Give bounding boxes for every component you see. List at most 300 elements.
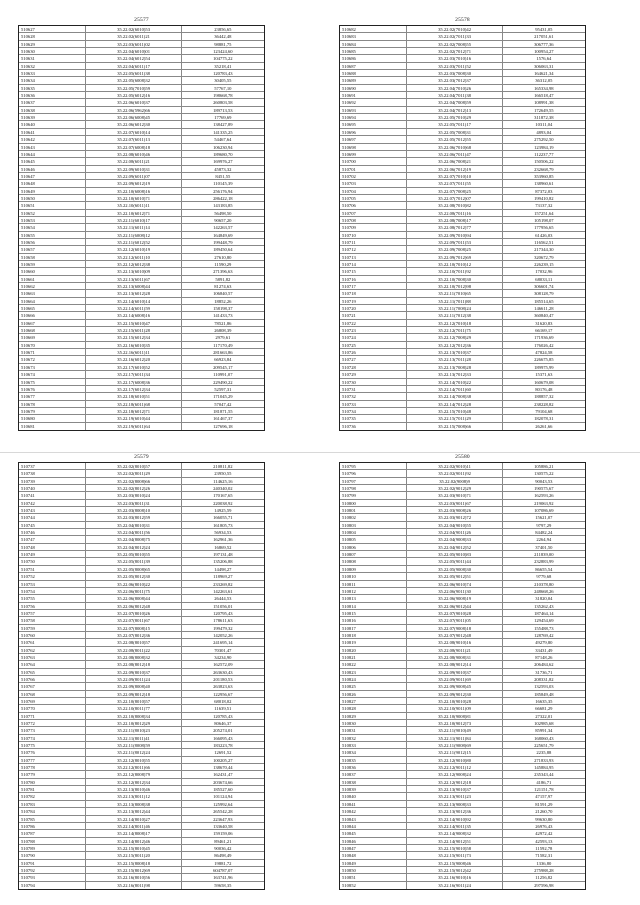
table-row xyxy=(340,801,585,808)
parcel-number: 35.22.05(9012)51 xyxy=(407,573,502,579)
table-row xyxy=(19,779,264,786)
table-row xyxy=(19,26,264,33)
parcel-number: 35.22.09(8012)18 xyxy=(86,691,181,697)
amount: 226675,85 xyxy=(534,357,554,363)
amount: 138960,61 xyxy=(534,181,554,187)
parcel-number: 35.22.11(7008)24 xyxy=(407,305,502,311)
amount: 23950,55 xyxy=(214,471,232,477)
parcel-number: 35.22.04(6012)54 xyxy=(86,55,181,61)
table-row xyxy=(19,757,264,764)
amount: 189713,53 xyxy=(213,107,233,113)
row-id: 510780 xyxy=(19,779,86,785)
row-id: 510811 xyxy=(340,581,407,587)
table-row xyxy=(19,195,264,202)
row-id: 510787 xyxy=(19,830,86,836)
amount: 30405,55 xyxy=(214,78,232,84)
row-id: 510822 xyxy=(340,661,407,667)
table-row xyxy=(19,676,264,683)
amount: 100954,27 xyxy=(534,49,554,55)
table-row xyxy=(19,764,264,771)
amount: 171045,29 xyxy=(213,394,233,400)
parcel-number: 35.22.15(6010)47 xyxy=(86,320,181,326)
table-row xyxy=(340,603,585,610)
row-id: 510637 xyxy=(19,99,86,105)
row-id: 510672 xyxy=(19,356,86,362)
row-id: 510779 xyxy=(19,771,86,777)
table-row xyxy=(19,882,264,889)
table-row xyxy=(19,683,264,690)
row-id: 510763 xyxy=(19,654,86,660)
parcel-number: 35.22.12(9011)12 xyxy=(407,764,502,770)
parcel-number: 35.22.05(7010)59 xyxy=(86,85,181,91)
table-row xyxy=(340,268,585,275)
amount: 311872,38 xyxy=(534,115,554,121)
parcel-number: 35.22.12(6011)10 xyxy=(86,254,181,260)
table-row xyxy=(19,581,264,588)
amount: 11639,51 xyxy=(214,706,232,712)
table-row xyxy=(19,852,264,859)
table-row xyxy=(340,276,585,283)
amount: 80646,37 xyxy=(214,721,232,727)
parcel-number: 35.22.04(9010)55 xyxy=(407,522,502,528)
parcel-number: 35.22.02(9012)29 xyxy=(407,485,502,491)
amount: 59658,35 xyxy=(214,882,232,888)
amount: 57767,10 xyxy=(214,85,232,91)
row-id: 510781 xyxy=(19,786,86,792)
row-id: 510730 xyxy=(340,379,407,385)
table-row xyxy=(19,470,264,477)
amount: 241695,14 xyxy=(213,640,233,646)
row-id: 510713 xyxy=(340,254,407,260)
table-row xyxy=(19,771,264,778)
table-row xyxy=(19,290,264,297)
row-id: 510845 xyxy=(340,830,407,836)
parcel-number: 35.22.08(8008)32 xyxy=(86,654,181,660)
amount: 34234,90 xyxy=(214,654,232,660)
table-row xyxy=(19,268,264,275)
row-id: 510817 xyxy=(340,625,407,631)
parcel-number: 35.22.15(7010)48 xyxy=(407,408,502,414)
amount: 85991,34 xyxy=(535,728,553,734)
table-row xyxy=(340,408,585,415)
parcel-number: 35.22.05(7011)17 xyxy=(407,121,502,127)
amount: 185514,65 xyxy=(534,298,554,304)
amount: 171936,69 xyxy=(534,335,554,341)
table-row xyxy=(19,85,264,92)
row-id: 510723 xyxy=(340,327,407,333)
parcel-number: 35.22.04(6011)17 xyxy=(86,63,181,69)
amount: 112237,77 xyxy=(534,151,554,157)
table-row xyxy=(19,625,264,632)
table-row xyxy=(19,210,264,217)
sheet-number: 25580 xyxy=(455,454,470,460)
parcel-number: 35.22.10(9010)28 xyxy=(407,698,502,704)
amount: 17032,96 xyxy=(535,269,553,275)
parcel-number: 35.22.15(7008)66 xyxy=(407,423,502,430)
parcel-number: 35.22.06(7012)19 xyxy=(407,166,502,172)
amount: 187464,14 xyxy=(534,610,554,616)
amount: 84482,24 xyxy=(535,530,553,536)
amount: 219063,92 xyxy=(534,500,554,506)
table-row xyxy=(340,882,585,889)
row-id: 510658 xyxy=(19,254,86,260)
row-id: 510705 xyxy=(340,195,407,201)
table-row xyxy=(340,136,585,143)
row-id: 510746 xyxy=(19,529,86,535)
parcel-number: 35.22.15(6011)28 xyxy=(86,327,181,333)
table-row xyxy=(19,698,264,705)
amount: 26444,53 xyxy=(214,596,232,602)
amount: 229490,22 xyxy=(213,379,233,385)
amount: 210378,80 xyxy=(534,581,554,587)
table-row xyxy=(19,371,264,378)
row-id: 510707 xyxy=(340,210,407,216)
row-id: 510714 xyxy=(340,261,407,267)
parcel-number: 35.22.05(8010)55 xyxy=(86,551,181,557)
parcel-number: 35.22.19(6010)44 xyxy=(86,415,181,421)
amount: 14925,59 xyxy=(214,508,232,514)
amount: 165334,98 xyxy=(534,85,554,91)
amount: 9779,68 xyxy=(536,574,552,580)
table-row xyxy=(340,99,585,106)
table-row xyxy=(19,334,264,341)
row-id: 510646 xyxy=(19,166,86,172)
parcel-number: 35.22.06(9011)30 xyxy=(407,588,502,594)
row-id: 510812 xyxy=(340,588,407,594)
amount: 79104,68 xyxy=(535,408,553,414)
parcel-number: 35.22.11(9012)15 xyxy=(407,749,502,755)
parcel-number: 35.22.13(6010)09 xyxy=(86,268,181,274)
sheet-number: 25579 xyxy=(134,454,149,460)
data-table xyxy=(339,462,586,890)
amount: 86655,54 xyxy=(535,566,553,572)
data-table xyxy=(18,25,265,431)
amount: 110145,39 xyxy=(213,181,233,187)
table-row xyxy=(340,415,585,422)
table-row xyxy=(19,224,264,231)
amount: 90657,20 xyxy=(214,217,232,223)
table-row xyxy=(340,845,585,852)
row-id: 510761 xyxy=(19,639,86,645)
table-row xyxy=(19,129,264,136)
parcel-number: 35.22.07(6010)14 xyxy=(86,129,181,135)
amount: 26808,39 xyxy=(214,328,232,334)
parcel-number: 35.22.10(7010)12 xyxy=(407,261,502,267)
row-id: 510735 xyxy=(340,415,407,421)
table-row xyxy=(19,727,264,734)
parcel-number: 35.22.14(8010)27 xyxy=(86,816,181,822)
parcel-number: 35.22.04(8012)24 xyxy=(86,544,181,550)
row-id: 510656 xyxy=(19,239,86,245)
row-id: 510721 xyxy=(340,312,407,318)
amount: 89461,21 xyxy=(214,838,232,844)
amount: 308128,79 xyxy=(534,291,554,297)
parcel-number: 35.22.07(9010)28 xyxy=(407,610,502,616)
table-row xyxy=(19,566,264,573)
parcel-number: 35.22.11(6011)14 xyxy=(86,224,181,230)
table-row xyxy=(340,654,585,661)
parcel-number: 35.22.14(9008)32 xyxy=(407,830,502,836)
table-row xyxy=(19,595,264,602)
table-row xyxy=(19,735,264,742)
table-row xyxy=(19,500,264,507)
table-row xyxy=(340,581,585,588)
amount: 306601,74 xyxy=(534,284,554,290)
table-row xyxy=(19,845,264,852)
row-id: 510788 xyxy=(19,838,86,844)
parcel-number: 35.22.05(8008)65 xyxy=(86,566,181,572)
row-id: 510830 xyxy=(340,720,407,726)
amount: 90036,42 xyxy=(214,845,232,851)
parcel-number: 35.22.06(8011)75 xyxy=(86,588,181,594)
row-id: 510769 xyxy=(19,698,86,704)
row-id: 510796 xyxy=(340,470,407,476)
row-id: 510652 xyxy=(19,210,86,216)
row-id: 510803 xyxy=(340,522,407,528)
parcel-number: 35.22.08(8011)22 xyxy=(86,647,181,653)
parcel-number: 35.22.03(9008)26 xyxy=(407,507,502,513)
parcel-number: 35.22.09(9011)69 xyxy=(407,676,502,682)
amount: 107086,69 xyxy=(534,508,554,514)
row-id: 510756 xyxy=(19,603,86,609)
table-row xyxy=(19,401,264,408)
row-id: 510696 xyxy=(340,129,407,135)
amount: 189680,70 xyxy=(213,151,233,157)
row-id: 510719 xyxy=(340,298,407,304)
amount: 14498,27 xyxy=(214,566,232,572)
row-id: 510662 xyxy=(19,283,86,289)
parcel-number: 35.22.11(8012)24 xyxy=(86,749,181,755)
table-row xyxy=(19,874,264,881)
parcel-number: 35.22.14(7010)22 xyxy=(407,379,502,385)
row-id: 510809 xyxy=(340,566,407,572)
row-id: 510694 xyxy=(340,114,407,120)
row-id: 510806 xyxy=(340,544,407,550)
row-id: 510645 xyxy=(19,158,86,164)
table-row xyxy=(19,254,264,261)
table-row xyxy=(340,500,585,507)
table-row xyxy=(340,151,585,158)
amount: 211839,00 xyxy=(534,552,554,558)
row-id: 510702 xyxy=(340,173,407,179)
amount: 123424,60 xyxy=(213,49,233,55)
amount: 240340,02 xyxy=(213,486,233,492)
parcel-number: 35.22.05(9010)83 xyxy=(407,551,502,557)
parcel-number: 35.22.03(7008)30 xyxy=(407,70,502,76)
amount: 2235,88 xyxy=(536,750,552,756)
amount: 121151,78 xyxy=(534,787,554,793)
row-id: 510810 xyxy=(340,573,407,579)
amount: 353960,85 xyxy=(534,173,554,179)
row-id: 510629 xyxy=(19,41,86,47)
parcel-number: 35.22.03(7011)52 xyxy=(407,63,502,69)
amount: 114625,16 xyxy=(213,478,233,484)
table-row xyxy=(340,327,585,334)
sheet-number: 25577 xyxy=(134,17,149,23)
row-id: 510685 xyxy=(340,48,407,54)
row-id: 510793 xyxy=(19,874,86,880)
row-id: 510814 xyxy=(340,603,407,609)
parcel-number: 35.22.07(8008)15 xyxy=(86,625,181,631)
table-row xyxy=(19,232,264,239)
table-row xyxy=(19,786,264,793)
table-row xyxy=(340,195,585,202)
amount: 260803,58 xyxy=(213,100,233,106)
amount: 168060,43 xyxy=(534,735,554,741)
amount: 78521,86 xyxy=(214,320,232,326)
row-id: 510831 xyxy=(340,727,407,733)
table-row xyxy=(19,393,264,400)
parcel-number: 35.22.06(7011)47 xyxy=(407,151,502,157)
amount: 8451,55 xyxy=(215,173,231,179)
parcel-number: 35.22.14(8012)46 xyxy=(86,838,181,844)
row-id: 510641 xyxy=(19,129,86,135)
table-row xyxy=(19,63,264,70)
table-row xyxy=(340,529,585,536)
amount: 56934,53 xyxy=(214,530,232,536)
table-row xyxy=(340,70,585,77)
row-id: 510736 xyxy=(340,423,407,430)
amount: 160679,08 xyxy=(534,379,554,385)
parcel-number: 35.22.05(7010)29 xyxy=(407,114,502,120)
parcel-number: 35.22.18(6012)71 xyxy=(86,408,181,414)
table-row xyxy=(340,261,585,268)
amount: 161467,37 xyxy=(213,416,233,422)
amount: 265542,28 xyxy=(213,809,233,815)
row-id: 510726 xyxy=(340,349,407,355)
table-row xyxy=(340,254,585,261)
parcel-number: 35.22.12(8010)55 xyxy=(86,757,181,763)
parcel-number: 35.22.14(9010)92 xyxy=(407,816,502,822)
table-row xyxy=(19,860,264,867)
amount: 189450,64 xyxy=(213,247,233,253)
amount: 87148,26 xyxy=(535,654,553,660)
parcel-number: 35.22.07(9008)18 xyxy=(407,625,502,631)
row-id: 510699 xyxy=(340,151,407,157)
parcel-number: 35.22.08(9010)16 xyxy=(407,639,502,645)
amount: 205274,01 xyxy=(213,728,233,734)
table-row xyxy=(340,55,585,62)
row-id: 510651 xyxy=(19,202,86,208)
table-row xyxy=(340,144,585,151)
parcel-number: 35.22.11(6008)12 xyxy=(86,232,181,238)
parcel-number: 35.22.03(8010)24 xyxy=(86,492,181,498)
parcel-number: 35.22.19(6011)64 xyxy=(86,423,181,430)
table-row xyxy=(340,121,585,128)
parcel-number: 35.22.06(9008)19 xyxy=(407,595,502,601)
row-id: 510752 xyxy=(19,573,86,579)
amount: 604787,07 xyxy=(213,867,233,873)
row-id: 510709 xyxy=(340,224,407,230)
parcel-number: 35.22.08(6011)21 xyxy=(86,158,181,164)
row-id: 510679 xyxy=(19,408,86,414)
row-id: 510737 xyxy=(19,463,86,469)
row-id: 510725 xyxy=(340,342,407,348)
table-row xyxy=(19,70,264,77)
table-row xyxy=(340,364,585,371)
row-id: 510773 xyxy=(19,727,86,733)
row-id: 510717 xyxy=(340,283,407,289)
parcel-number: 35.22.09(9010)37 xyxy=(407,669,502,675)
table-row xyxy=(340,573,585,580)
amount: 162961,36 xyxy=(213,537,233,543)
parcel-number: 35.22.02(9008)9 xyxy=(407,478,502,484)
parcel-number: 35.22.09(7008)25 xyxy=(407,246,502,252)
parcel-number: 35.22.04(8010)31 xyxy=(86,522,181,528)
amount: 68018,02 xyxy=(214,699,232,704)
row-id: 510631 xyxy=(19,55,86,61)
amount: 183223,78 xyxy=(213,743,233,749)
amount: 95431,05 xyxy=(535,27,553,32)
row-id: 510712 xyxy=(340,246,407,252)
row-id: 510770 xyxy=(19,705,86,711)
table-row xyxy=(19,492,264,499)
table-row xyxy=(19,713,264,720)
table-row xyxy=(19,544,264,551)
table-row xyxy=(340,114,585,121)
table-row xyxy=(340,786,585,793)
amount: 104775,22 xyxy=(213,56,233,62)
table-row xyxy=(340,588,585,595)
amount: 61426,03 xyxy=(535,232,553,238)
table-row xyxy=(19,720,264,727)
row-id: 510801 xyxy=(340,507,407,513)
row-id: 510734 xyxy=(340,408,407,414)
amount: 263823,63 xyxy=(213,684,233,690)
row-id: 510797 xyxy=(340,478,407,484)
row-id: 510643 xyxy=(19,144,86,150)
amount: 15371,63 xyxy=(535,372,553,378)
parcel-number: 35.22.02(7011)33 xyxy=(407,33,502,39)
parcel-number: 35.22.03(7012)37 xyxy=(407,77,502,83)
table-row xyxy=(19,632,264,639)
row-id: 510744 xyxy=(19,514,86,520)
row-id: 510663 xyxy=(19,290,86,296)
amount: 238228,82 xyxy=(534,401,554,407)
row-id: 510776 xyxy=(19,749,86,755)
table-row xyxy=(340,860,585,867)
table-row xyxy=(340,283,585,290)
parcel-number: 35.22.13(8012)44 xyxy=(86,808,181,814)
row-id: 510754 xyxy=(19,588,86,594)
parcel-number: 35.22.04(7011)38 xyxy=(407,92,502,98)
row-id: 510852 xyxy=(340,882,407,889)
parcel-number: 35.22.04(7012)13 xyxy=(407,107,502,113)
table-row xyxy=(340,166,585,173)
parcel-number: 35.22.18(6010)51 xyxy=(86,393,181,399)
amount: 169976,27 xyxy=(213,159,233,165)
amount: 100205,27 xyxy=(213,757,233,763)
amount: 248668,26 xyxy=(534,588,554,594)
table-row xyxy=(340,188,585,195)
table-row xyxy=(340,691,585,698)
table-row xyxy=(19,529,264,536)
row-id: 510677 xyxy=(19,393,86,399)
row-id: 510653 xyxy=(19,217,86,223)
table-row xyxy=(340,823,585,830)
row-id: 510824 xyxy=(340,676,407,682)
table-row xyxy=(340,610,585,617)
table-row xyxy=(340,470,585,477)
parcel-number: 35.22.02(6010)53 xyxy=(86,26,181,32)
row-id: 510665 xyxy=(19,305,86,311)
amount: 86498,49 xyxy=(214,853,232,859)
table-row xyxy=(19,408,264,415)
table-row xyxy=(340,771,585,778)
row-id: 510833 xyxy=(340,742,407,748)
table-row xyxy=(19,55,264,62)
row-id: 510775 xyxy=(19,742,86,748)
